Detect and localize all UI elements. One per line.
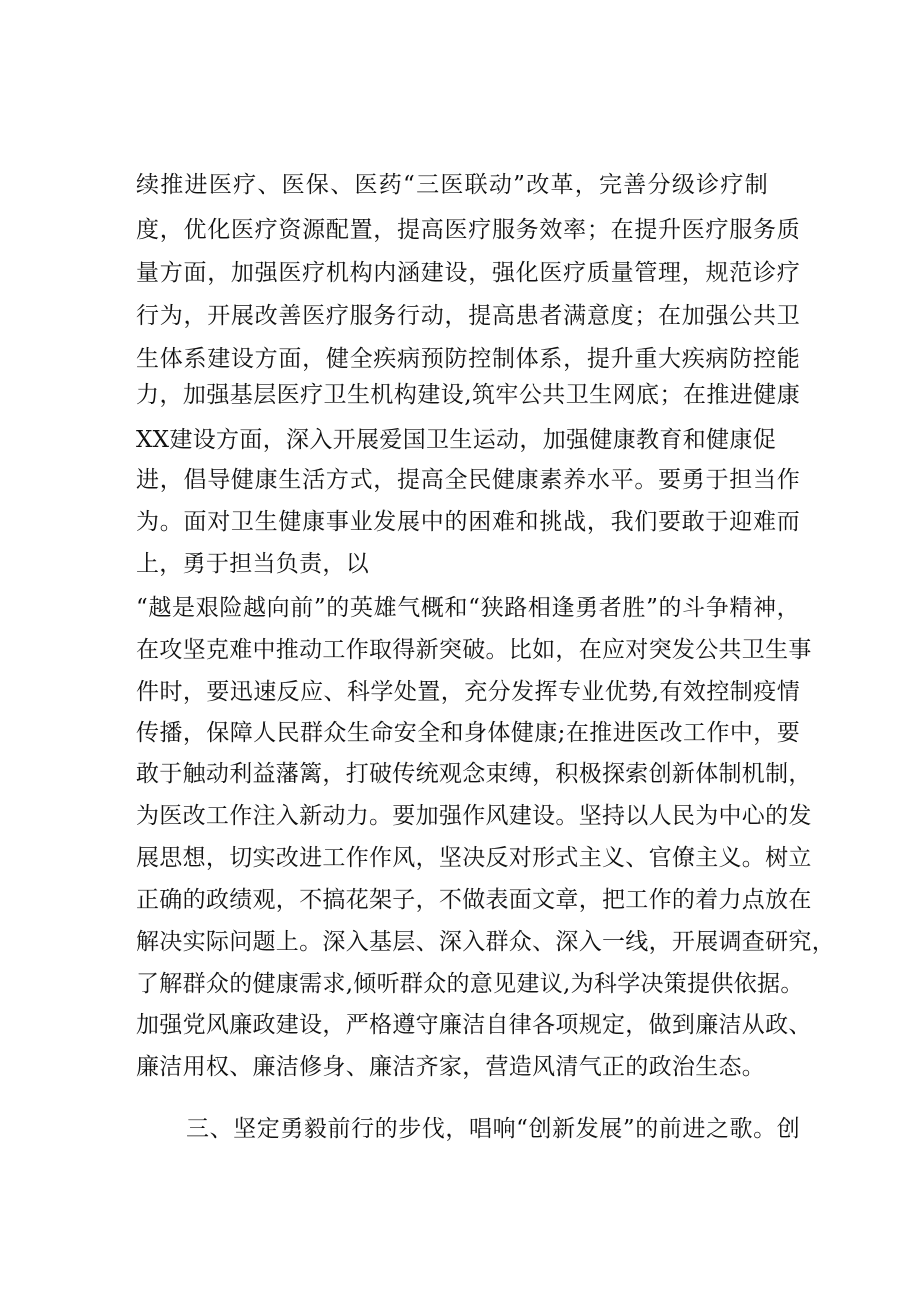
text-line: 为医改工作注入新动力。要加强作风建设。坚持以人民为中心的发: [136, 803, 812, 829]
text-line: 展思想，切实改进工作作风，坚决反对形式主义、官僚主义。树立: [136, 845, 812, 871]
text-line: 上，勇于担当负责，以: [136, 551, 369, 577]
text-line: 生体系建设方面，健全疾病预防控制体系，提升重大疾病防控能: [136, 346, 800, 372]
text-line: 为。面对卫生健康事业发展中的困难和挑战，我们要敢于迎难而: [136, 509, 800, 535]
text-line: 在攻坚克难中推动工作取得新突破。比如，在应对突发公共卫生事: [136, 637, 812, 663]
text-line: 解决实际问题上。深入基层、深入群众、深入一线，开展调查研究，: [136, 929, 835, 955]
text-line: “越是艰险越向前”的英雄气概和“狭路相逢勇者胜”的斗争精神，: [136, 595, 800, 621]
text-line: 加强党风廉政建设，严格遵守廉洁自律各项规定，做到廉洁从政、: [136, 1012, 812, 1038]
text-line: XX建设方面，深入开展爱国卫生运动，加强健康教育和健康促: [136, 427, 776, 453]
text-line: 廉洁用权、廉洁修身、廉洁齐家，营造风清气正的政治生态。: [136, 1054, 766, 1080]
text-line: 续推进医疗、医保、医药“三医联动”改革，完善分级诊疗制: [136, 172, 768, 198]
text-line: 正确的政绩观，不搞花架子，不做表面文章，把工作的着力点放在: [136, 887, 812, 913]
text-line: 件时，要迅速反应、科学处置，充分发挥专业优势,有效控制疫情: [136, 679, 800, 705]
section-heading-line: 三、坚定勇毅前行的步伐，唱响“创新发展”的前进之歌。创: [186, 1116, 800, 1142]
text-line: 力，加强基层医疗卫生机构建设,筑牢公共卫生网底；在推进健康: [136, 382, 800, 408]
text-line: 行为，开展改善医疗服务行动，提高患者满意度；在加强公共卫: [136, 303, 800, 329]
text-line: 进，倡导健康生活方式，提高全民健康素养水平。要勇于担当作: [136, 467, 800, 493]
text-line: 量方面，加强医疗机构内涵建设，强化医疗质量管理，规范诊疗: [136, 260, 800, 286]
text-line: 敢于触动利益藩篱，打破传统观念束缚，积极探索创新体制机制，: [136, 761, 812, 787]
text-line: 传播，保障人民群众生命安全和身体健康;在推进医改工作中，要: [136, 720, 800, 746]
text-line: 度，优化医疗资源配置，提高医疗服务效率；在提升医疗服务质: [136, 217, 800, 243]
text-line: 了解群众的健康需求,倾听群众的意见建议,为科学决策提供依据。: [136, 971, 804, 997]
